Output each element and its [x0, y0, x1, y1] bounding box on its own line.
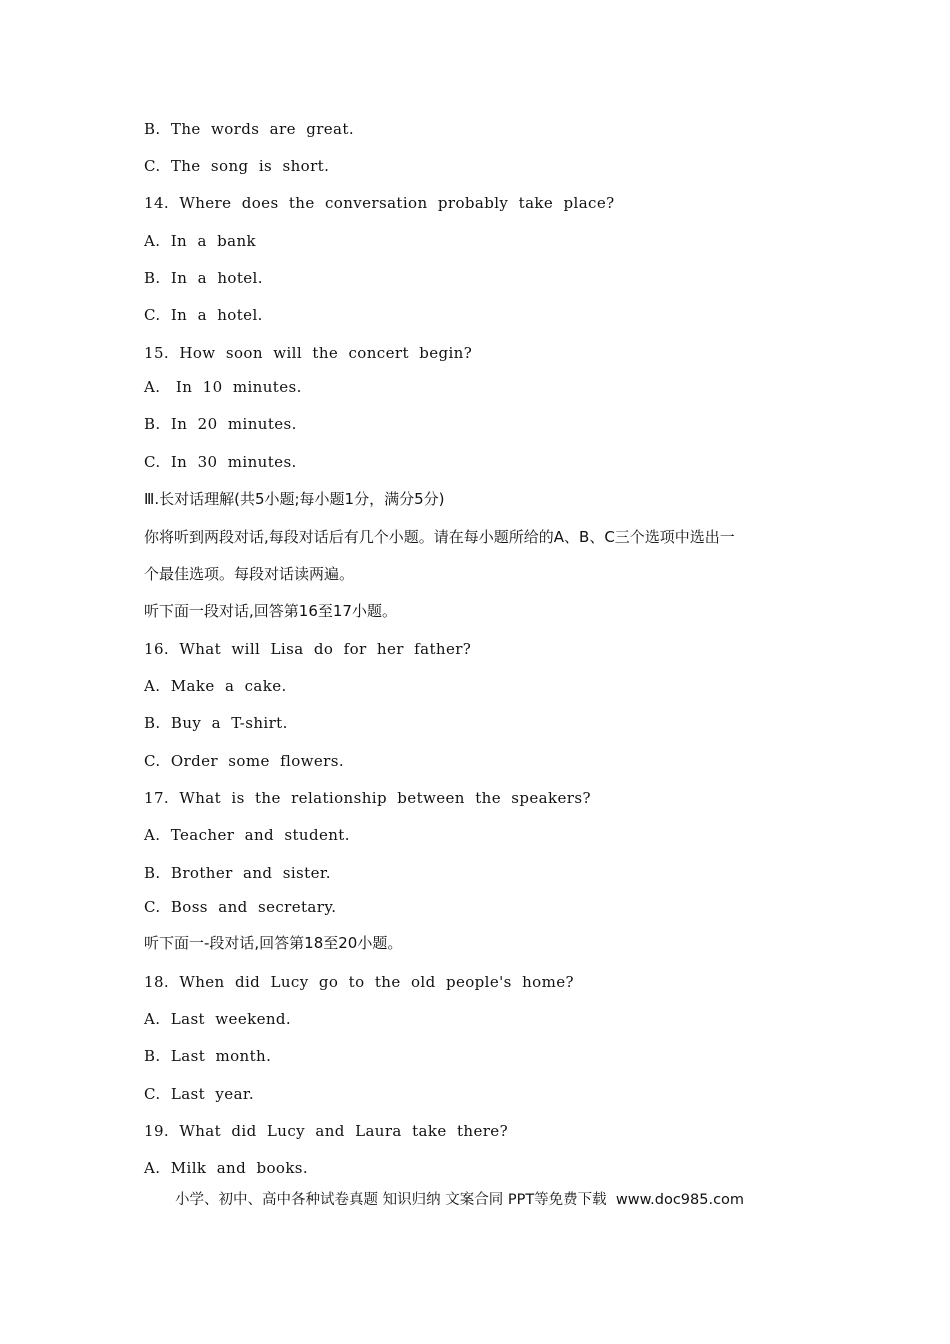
option-15c: C. In 30 minutes. [144, 453, 297, 471]
option-13c: C. The song is short. [144, 157, 330, 175]
dialogue-1-intro: 听下面一段对话,回答第16至17小题。 [144, 602, 397, 620]
option-14a: A. In a bank [144, 232, 257, 250]
option-18c: C. Last year. [144, 1085, 254, 1103]
option-17b: B. Brother and sister. [144, 864, 331, 882]
instructions-line-1: 你将听到两段对话,每段对话后有几个小题。请在每小题所给的A、B、C三个选项中选出一 [144, 528, 735, 546]
option-17a: A. Teacher and student. [144, 826, 350, 844]
option-16b: B. Buy a T-shirt. [144, 714, 288, 732]
question-17: 17. What is the relationship between the speakers? [144, 789, 591, 807]
question-15: 15. How soon will the concert begin? [144, 344, 473, 362]
question-18: 18. When did Lucy go to the old people's home? [144, 973, 574, 991]
option-16c: C. Order some flowers. [144, 752, 344, 770]
instructions-line-2: 个最佳选项。每段对话读两遍。 [144, 565, 355, 583]
dialogue-2-intro: 听下面一-段对话,回答第18至20小题。 [144, 934, 403, 952]
option-17c: C. Boss and secretary. [144, 898, 337, 916]
option-19a: A. Milk and books. [144, 1159, 309, 1177]
option-14c: C. In a hotel. [144, 306, 263, 324]
section-heading: Ⅲ.长对话理解(共5小题;每小题1分，满分5分) [144, 490, 445, 508]
page-footer: 小学、初中、高中各种试卷真题 知识归纳 文案合同 PPT等免费下载 www.doc985.com [175, 1192, 745, 1208]
option-15b: B. In 20 minutes. [144, 415, 297, 433]
option-18a: A. Last weekend. [144, 1010, 292, 1028]
question-16: 16. What will Lisa do for her father? [144, 640, 472, 658]
option-13b: B. The words are great. [144, 120, 354, 138]
question-14: 14. Where does the conversation probably take place? [144, 194, 615, 212]
option-14b: B. In a hotel. [144, 269, 263, 287]
option-18b: B. Last month. [144, 1047, 272, 1065]
option-15a: A. In 10 minutes. [144, 378, 302, 396]
question-19: 19. What did Lucy and Laura take there? [144, 1122, 509, 1140]
option-16a: A. Make a cake. [144, 677, 287, 695]
